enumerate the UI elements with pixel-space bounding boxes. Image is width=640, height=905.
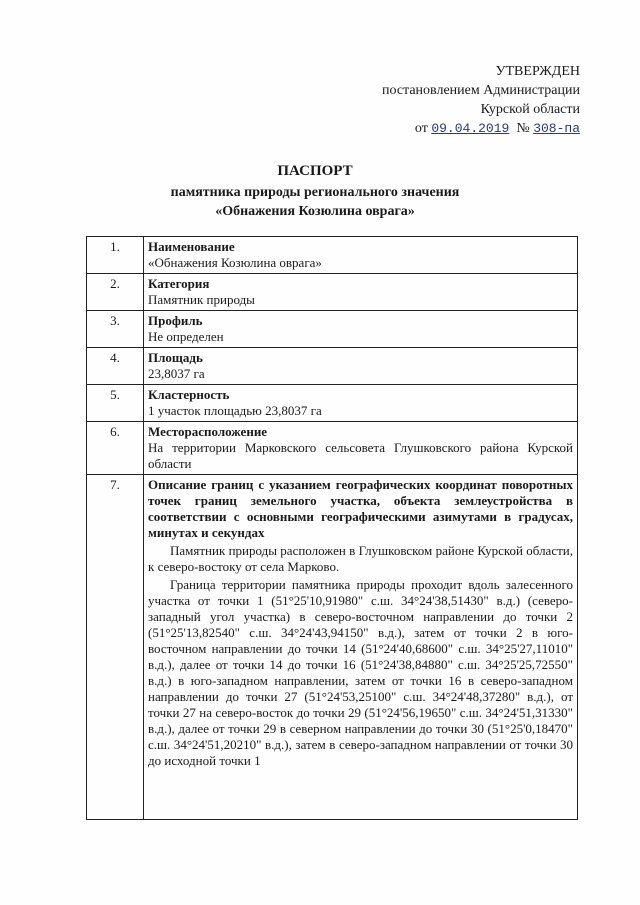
- row-number: 1.: [87, 237, 144, 274]
- row-label: Категория: [148, 276, 210, 291]
- row-value: 23,8037 га: [148, 366, 205, 381]
- document-title: ПАСПОРТ: [277, 163, 353, 179]
- row-number: 4.: [87, 348, 144, 385]
- row-content: [144, 311, 578, 348]
- row-value: Памятник природы: [148, 292, 255, 307]
- row-label: Месторасположение: [148, 424, 268, 439]
- row-number: 2.: [87, 274, 144, 311]
- passport-table: [86, 236, 578, 820]
- row-value: «Обнажения Козюлина оврага»: [148, 255, 322, 270]
- table-row: [87, 475, 578, 820]
- description-location: Памятник природы расположен в Глушковском районе Курской области, к северо-востоку от села Марково.: [148, 543, 573, 574]
- date-prefix: от: [414, 121, 428, 136]
- row-value: Не определен: [148, 329, 224, 344]
- number-prefix: №: [516, 121, 530, 136]
- approval-title: УТВЕРЖДЕН: [495, 64, 580, 79]
- row-number: 6.: [87, 422, 144, 475]
- row-content: [144, 385, 578, 422]
- row-number: 7.: [87, 475, 144, 820]
- row-content: [144, 475, 578, 820]
- approval-block: [350, 62, 580, 138]
- row-content: [144, 274, 578, 311]
- row-label: Описание границ с указанием географических координат поворотных точек границ земельного участка, объекта землеустройства в соответствии с основными географическими азимутами в градусах, минутах и секундах: [148, 477, 573, 540]
- document-subtitle: памятника природы регионального значения: [170, 185, 460, 200]
- table-row: [87, 348, 578, 385]
- row-content: [144, 348, 578, 385]
- table-row: [87, 311, 578, 348]
- row-number: 5.: [87, 385, 144, 422]
- row-label: Профиль: [148, 313, 203, 328]
- document-object-name: «Обнажения Козюлина оврага»: [215, 204, 415, 219]
- table-row: [87, 274, 578, 311]
- approval-date: 09.04.2019: [431, 121, 510, 136]
- row-label: Кластерность: [148, 387, 230, 402]
- table-row: [87, 237, 578, 274]
- row-value: На территории Марковского сельсовета Глушковского района Курской области: [148, 440, 573, 471]
- row-content: [144, 422, 578, 475]
- description-boundary: Граница территории памятника природы проходит вдоль залесенного участка от точки 1 (51°25'10,91980" с.ш. 34°24'38,51430" в.д.) (северо-западный угол участка) в северо-восточном направлении до точки 2 (51°25'13,82540" с.ш. 34°24'43,94150" в.д.), затем от точки 2 в юго-восточном направлении до точки 14 (51°24'40,68600" с.ш. 34°25'27,11010" в.д.), далее от точки 14 до точки 16 (51°24'38,84880" с.ш. 34°25'25,72550" в.д.) в юго-западном направлении, затем от точки 16 в северо-западном направлении до точки 27 (51°24'53,25100" с.ш. 34°24'48,37280" в.д.), от точки 27 на северо-восток до точки 29 (51°24'56,19650" с.ш. 34°24'51,31330" в.д.), далее от точки 29 в северном направлении до точки 30 (51°25'0,18470" с.ш. 34°24'51,20210" в.д.), затем в северо-западном направлении от точки 30 до исходной точки 1: [148, 577, 573, 768]
- table-row: [87, 422, 578, 475]
- approval-line-region: Курской области: [480, 102, 580, 117]
- approval-number: 308-па: [533, 121, 580, 136]
- approval-date-row: [350, 119, 580, 138]
- row-label: Наименование: [148, 239, 235, 254]
- row-content: [144, 237, 578, 274]
- row-label: Площадь: [148, 350, 203, 365]
- table-row: [87, 385, 578, 422]
- document-heading: [90, 162, 540, 221]
- approval-line-decree: постановлением Администрации: [382, 83, 580, 98]
- row-number: 3.: [87, 311, 144, 348]
- row-value: 1 участок площадью 23,8037 га: [148, 403, 322, 418]
